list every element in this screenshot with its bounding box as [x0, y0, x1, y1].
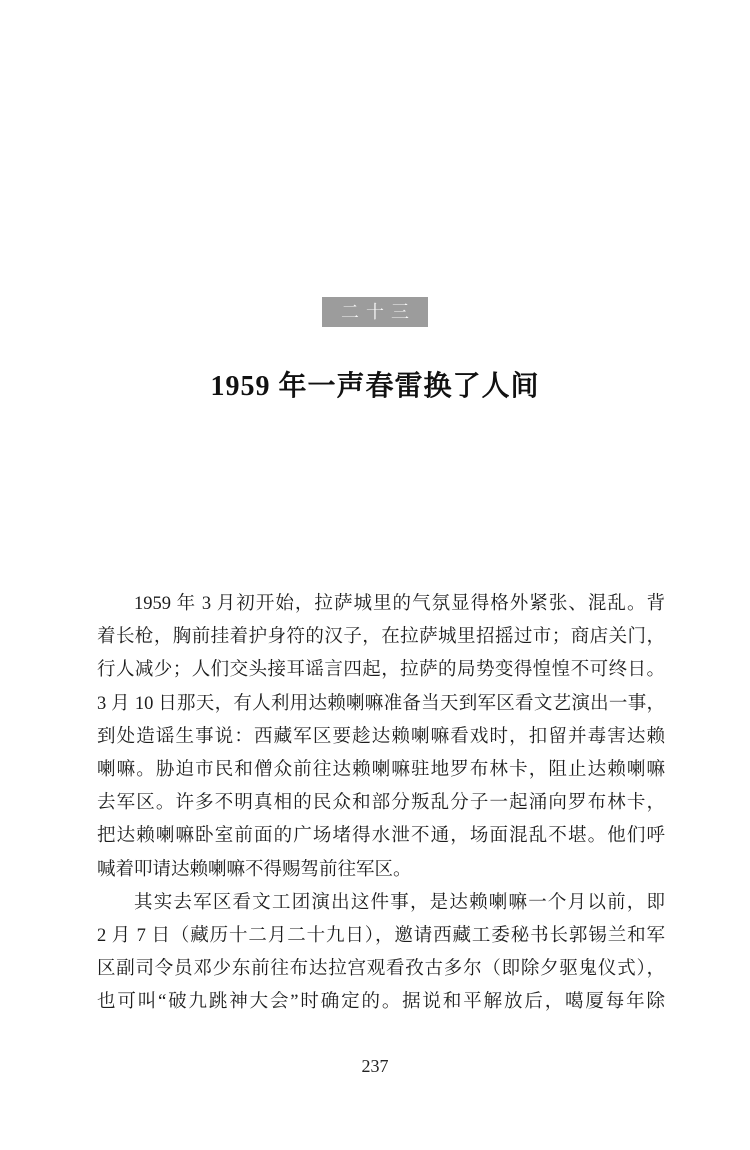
chapter-number-badge: 二十三	[322, 297, 428, 327]
body-line: 到处造谣生事说：西藏军区要趁达赖喇嘛看戏时，扣留并毒害达赖	[97, 726, 665, 747]
body-line: 区副司令员邓少东前往布达拉宫观看孜古多尔（即除夕驱鬼仪式），	[97, 959, 665, 980]
body-line: 也可叫“破九跳神大会”时确定的。据说和平解放后，噶厦每年除	[97, 992, 665, 1013]
body-line: 其实去军区看文工团演出这件事，是达赖喇嘛一个月以前，即	[134, 892, 665, 913]
body-line: 喇嘛。胁迫市民和僧众前往达赖喇嘛驻地罗布林卡，阻止达赖喇嘛	[97, 760, 665, 781]
body-line: 2 月 7 日（藏历十二月二十九日），邀请西藏工委秘书长郭锡兰和军	[97, 926, 665, 947]
body-line: 3 月 10 日那天，有人利用达赖喇嘛准备当天到军区看文艺演出一事，	[97, 693, 665, 714]
body-line: 行人减少；人们交头接耳谣言四起，拉萨的局势变得惶惶不可终日。	[97, 660, 665, 681]
body-line: 1959 年 3 月初开始，拉萨城里的气氛显得格外紧张、混乱。背	[134, 594, 665, 614]
body-line: 着长枪，胸前挂着护身符的汉子，在拉萨城里招摇过市；商店关门，	[97, 627, 665, 648]
page-number: 237	[361, 1056, 389, 1076]
body-line: 去军区。许多不明真相的民众和部分叛乱分子一起涌向罗布林卡，	[97, 793, 665, 814]
body-line: 把达赖喇嘛卧室前面的广场堵得水泄不通，场面混乱不堪。他们呼	[97, 826, 665, 847]
body-line: 喊着叩请达赖喇嘛不得赐驾前往军区。	[97, 859, 412, 880]
body-text	[97, 588, 665, 1020]
chapter-title: 1959 年一声春雷换了人间	[210, 370, 540, 402]
